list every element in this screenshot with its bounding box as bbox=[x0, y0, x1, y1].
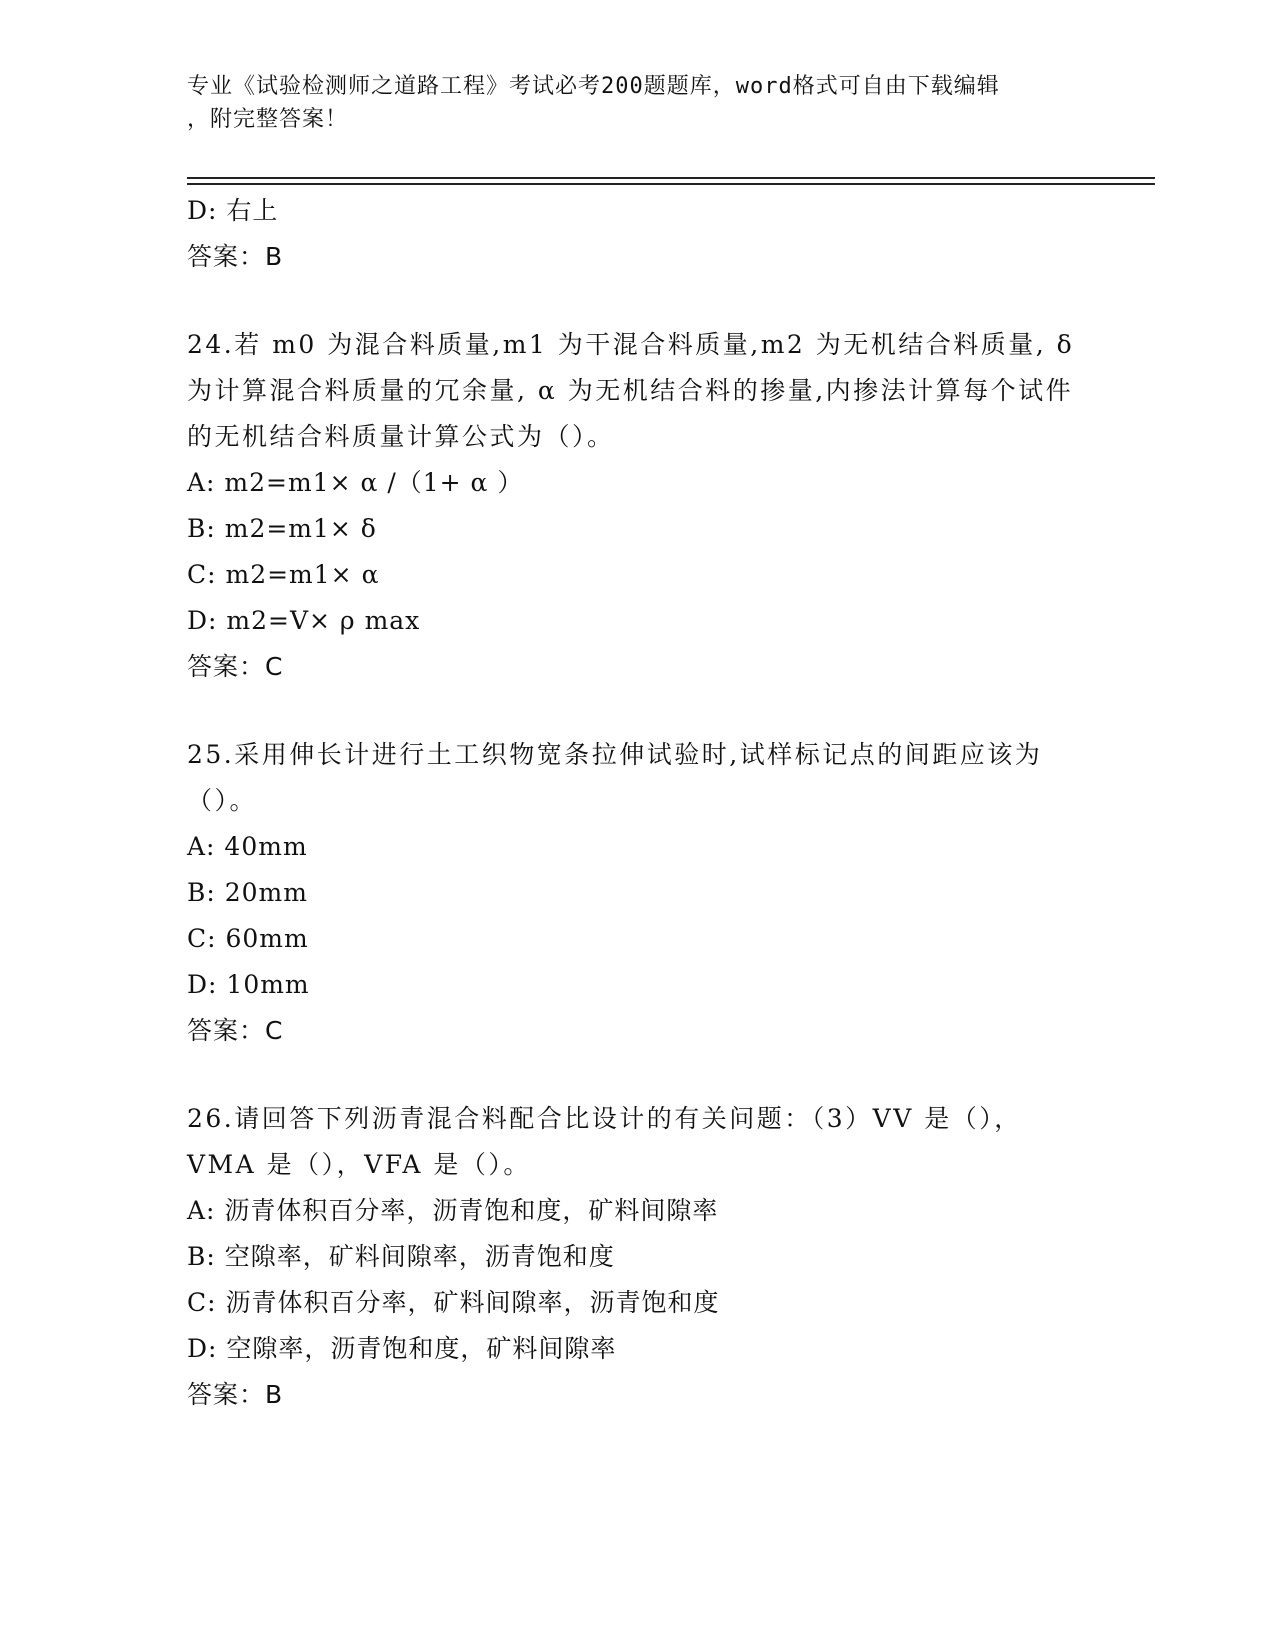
header-line-2: ，附完整答案！ bbox=[187, 107, 349, 132]
question-26 bbox=[187, 1096, 1087, 1418]
option-c: C: 沥青体积百分率，矿料间隙率，沥青饱和度 bbox=[187, 1288, 720, 1317]
answer-line: 答案：C bbox=[187, 652, 284, 681]
option-d: D: 空隙率，沥青饱和度，矿料间隙率 bbox=[187, 1334, 617, 1363]
header-divider-top bbox=[187, 177, 1155, 179]
option-d: D: 10mm bbox=[187, 970, 310, 999]
option-d: D: m2=V× ρ max bbox=[187, 606, 421, 635]
option-b: B: m2=m1× δ bbox=[187, 514, 377, 543]
option-a: A: m2=m1× α /（1+ α ） bbox=[187, 468, 524, 497]
header-divider-bottom bbox=[187, 183, 1155, 185]
question-25 bbox=[187, 732, 1087, 1054]
question-24 bbox=[187, 322, 1087, 690]
answer-line: 答案：C bbox=[187, 1016, 284, 1045]
document-body bbox=[187, 188, 1087, 1418]
option-b: B: 空隙率，矿料间隙率，沥青饱和度 bbox=[187, 1242, 615, 1271]
option-d: D: 右上 bbox=[187, 196, 279, 225]
option-c: C: 60mm bbox=[187, 924, 309, 953]
option-c: C: m2=m1× α bbox=[187, 560, 380, 589]
question-text: 25.采用伸长计进行土工织物宽条拉伸试验时,试样标记点的间距应该为（）。 bbox=[187, 740, 1043, 815]
option-b: B: 20mm bbox=[187, 878, 308, 907]
option-a: A: 40mm bbox=[187, 832, 308, 861]
header-line-1: 专业《试验检测师之道路工程》考试必考200题题库，word格式可自由下载编辑 bbox=[187, 74, 1000, 99]
option-a: A: 沥青体积百分率，沥青饱和度，矿料间隙率 bbox=[187, 1196, 719, 1225]
question-text: 24.若 m0 为混合料质量,m1 为干混合料质量,m2 为无机结合料质量, δ 为计算混合料质量的冗余量, α 为无机结合料的掺量,内掺法计算每个试件的无机结合料质量计算公式为（）。 bbox=[187, 330, 1075, 451]
answer-line: 答案：B bbox=[187, 242, 284, 271]
document-header bbox=[187, 70, 1067, 136]
answer-line: 答案：B bbox=[187, 1380, 284, 1409]
question-text: 26.请回答下列沥青混合料配合比设计的有关问题：（3）VV 是（），VMA 是（），VFA 是（）。 bbox=[187, 1104, 1022, 1179]
